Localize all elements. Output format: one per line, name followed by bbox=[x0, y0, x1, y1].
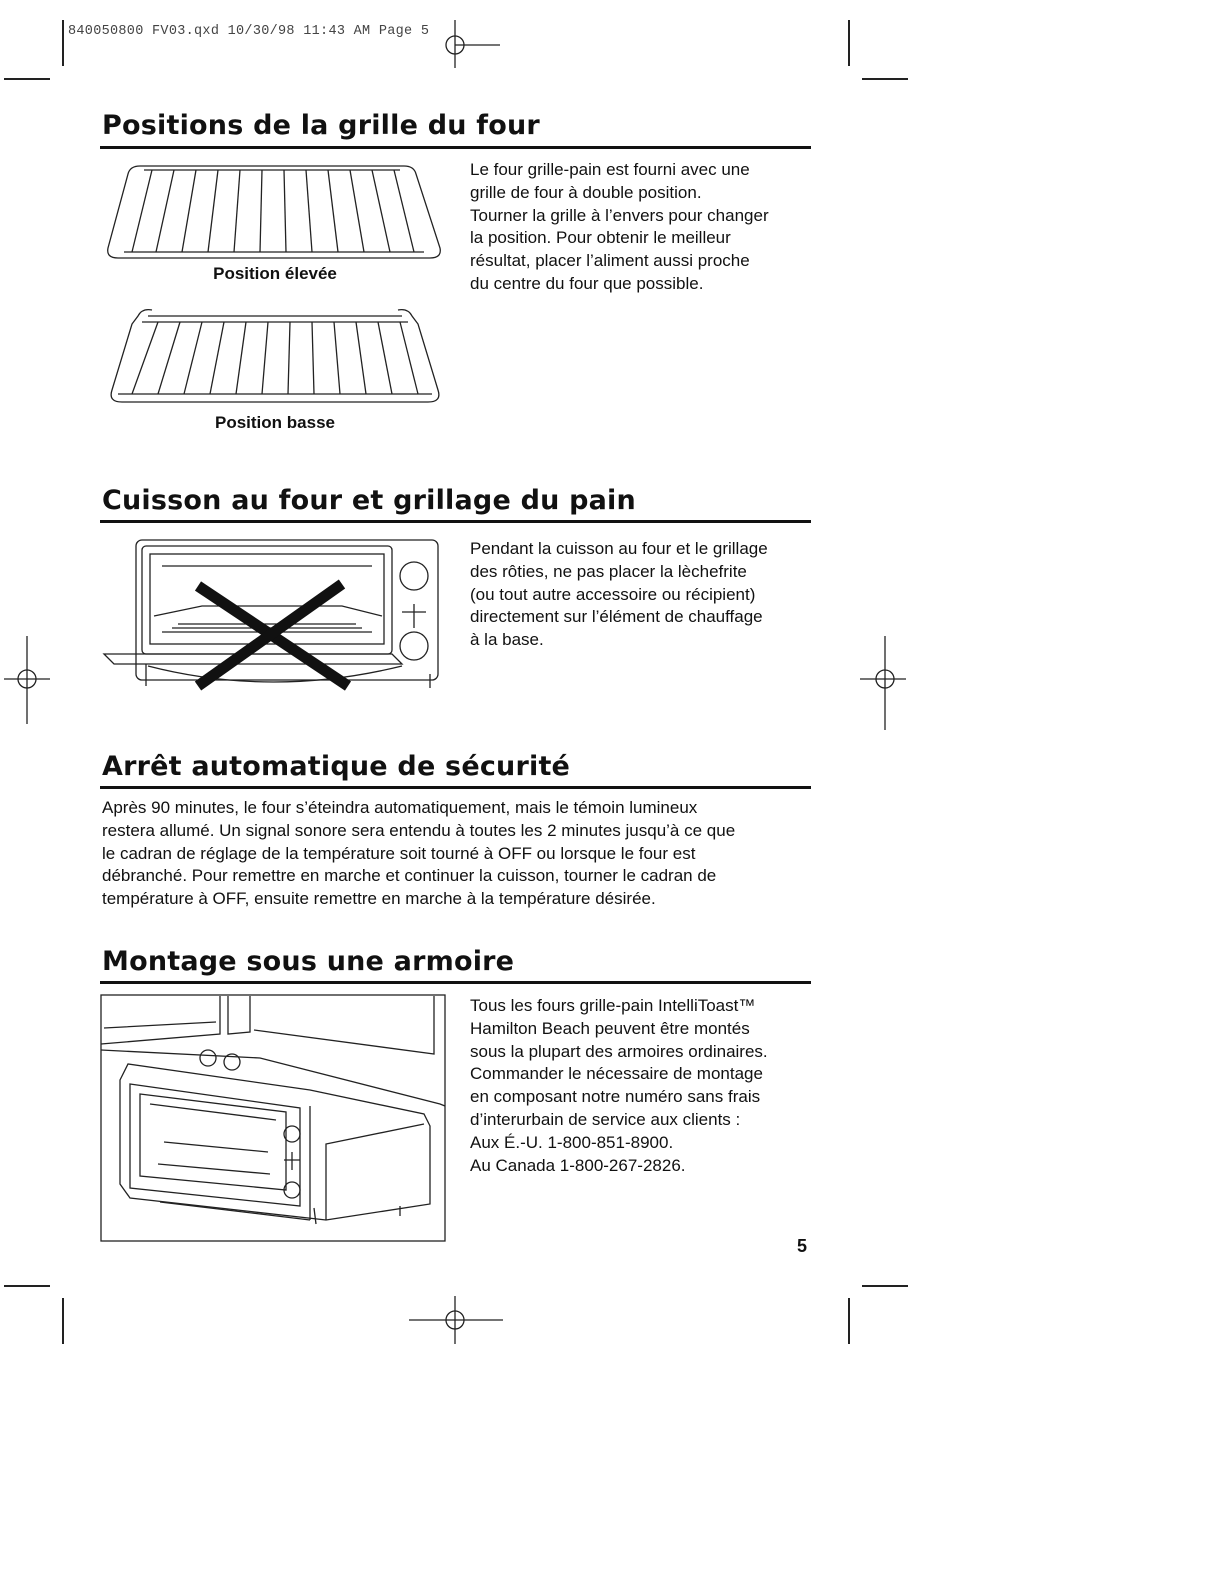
page-number: 5 bbox=[797, 1236, 808, 1256]
registration-mark-icon bbox=[0, 630, 60, 730]
crop-mark-bottom-left-h bbox=[4, 1285, 50, 1287]
crop-mark-top-left-h bbox=[4, 78, 50, 80]
rack-body-text: Le four grille-pain est fourni avec une grille de four à double position. Tourner la grille à l’envers pour changer la position. Pour obtenir le meilleur résultat, placer l’aliment aussi proche du centre du four que possible. bbox=[470, 160, 769, 293]
section-rule bbox=[100, 981, 811, 984]
registration-mark-icon bbox=[420, 14, 510, 74]
crop-mark-bottom-left-v bbox=[62, 1298, 64, 1344]
section-rule bbox=[100, 146, 811, 149]
section-title-mounting: Montage sous une armoire bbox=[102, 946, 515, 977]
rack-high-illustration bbox=[104, 158, 446, 266]
section-title-shutoff: Arrêt automatique de sécurité bbox=[102, 751, 571, 782]
mounting-body-text: Tous les fours grille-pain IntelliToast™ Hamilton Beach peuvent être montés sous la plupart des armoires ordinaires. Commander le nécessaire de montage en composant notre numéro sans frais d’interurbain de service aux clients : Aux É.-U. 1-800-851-8900. Au Canada 1-800-267-2826. bbox=[470, 996, 768, 1175]
section-rule bbox=[100, 786, 811, 789]
section-rule bbox=[100, 520, 811, 523]
oven-crossed-illustration bbox=[102, 536, 444, 694]
registration-mark-icon bbox=[856, 630, 916, 730]
crop-mark-top-left-v bbox=[62, 20, 64, 66]
section-title-rack: Positions de la grille du four bbox=[102, 110, 540, 141]
cabinet-mount-illustration bbox=[100, 994, 448, 1244]
crop-mark-bottom-right-v bbox=[848, 1298, 850, 1344]
shutoff-body-text: Après 90 minutes, le four s’éteindra automatiquement, mais le témoin lumineux restera allumé. Un signal sonore sera entendu à toutes les 2 minutes jusqu’à ce que le cadran de réglage de la température soit tourné à OFF ou lorsque le four est débranché. Pour remettre en marche et continuer la cuisson, tourner le cadran de température à OFF, ensuite remettre en marche à la température désirée. bbox=[102, 798, 736, 909]
file-slug: 840050800 FV03.qxd 10/30/98 11:43 AM Page 5 bbox=[68, 24, 430, 39]
caption-position-low: Position basse bbox=[215, 413, 335, 432]
crop-mark-bottom-right-h bbox=[862, 1285, 908, 1287]
caption-position-high: Position élevée bbox=[213, 264, 337, 283]
section-title-baking: Cuisson au four et grillage du pain bbox=[102, 485, 636, 516]
crop-mark-top-right-h bbox=[862, 78, 908, 80]
crop-mark-top-right-v bbox=[848, 20, 850, 66]
registration-mark-icon bbox=[405, 1296, 505, 1346]
baking-body-text: Pendant la cuisson au four et le grillage des rôties, ne pas placer la lèchefrite (ou tout autre accessoire ou récipient) directement sur l’élément de chauffage à la base. bbox=[470, 539, 768, 650]
rack-low-illustration bbox=[102, 304, 448, 412]
